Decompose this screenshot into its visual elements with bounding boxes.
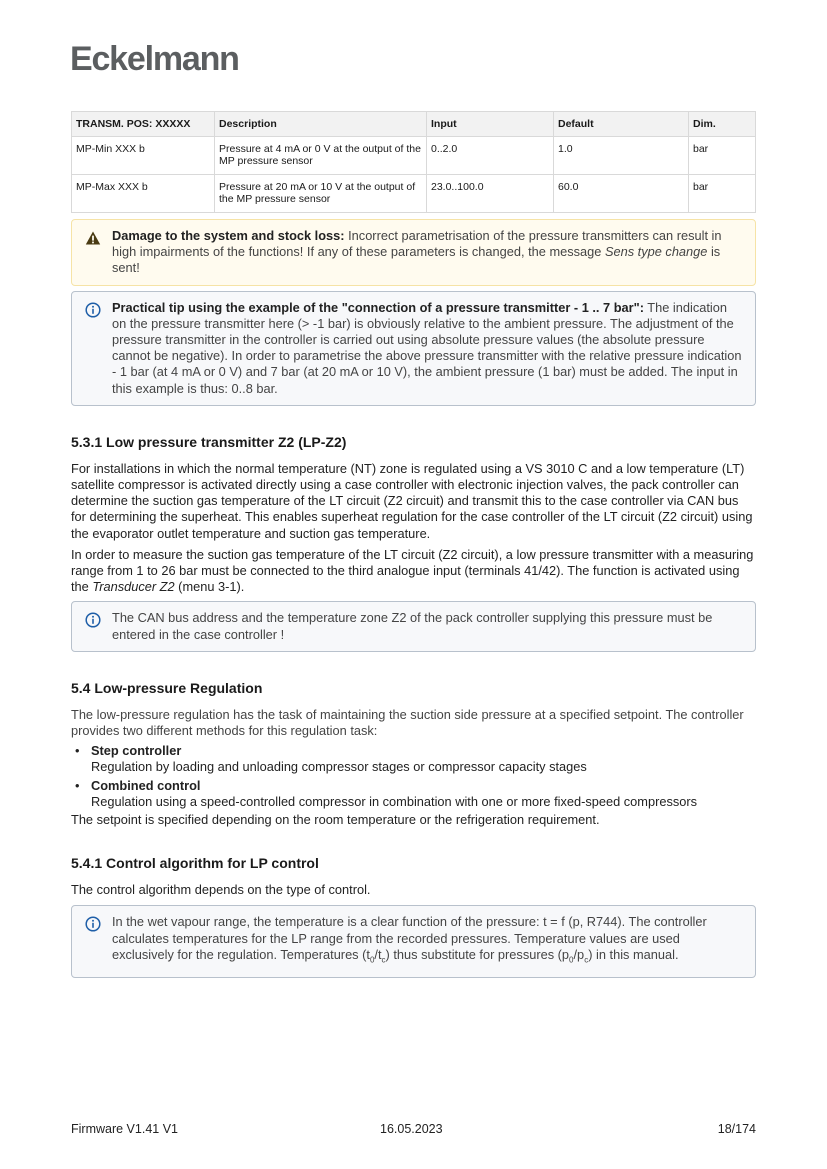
- warning-text-end: is sent!: [112, 244, 721, 276]
- paragraph: The control algorithm depends on the type of control.: [71, 882, 371, 898]
- page-content: [71, 111, 756, 978]
- note-callout: [71, 601, 756, 651]
- parameter-table: [71, 111, 756, 213]
- list-item-title: • Combined control: [91, 777, 201, 793]
- tip-callout: [71, 291, 756, 406]
- table-cell: MP-Min XXX b: [72, 137, 215, 175]
- note-callout: [71, 905, 756, 977]
- note-text: The CAN bus address and the temperature zone Z2 of the pack controller supplying this pressure must be entered in the case controller !: [112, 610, 713, 642]
- info-circle-icon: [85, 916, 101, 932]
- table-cell: Pressure at 20 mA or 10 V at the output of the MP pressure sensor: [215, 175, 427, 213]
- table-cell: 1.0: [554, 137, 689, 175]
- note-text: ) in this manual.: [588, 946, 679, 962]
- warning-message-name: Sens type change: [604, 244, 708, 260]
- warning-title: Damage to the system and stock loss:: [112, 228, 345, 243]
- section-heading-5-4-1: 5.4.1 Control algorithm for LP control: [71, 855, 319, 872]
- subscript: c: [381, 955, 386, 965]
- warning-callout: [71, 219, 756, 286]
- subscript: 0: [569, 955, 574, 965]
- column-header: TRANSM. POS: XXXXX: [72, 112, 215, 137]
- section-heading-5-4: 5.4 Low-pressure Regulation: [71, 679, 263, 696]
- page-number: 18/174: [717, 1122, 756, 1136]
- document-date: 16.05.2023: [380, 1122, 443, 1136]
- menu-reference: Transducer Z2: [92, 579, 175, 595]
- list-item-text: Regulation using a speed-controlled compressor in combination with one or more fixed-speed compressors: [91, 793, 698, 809]
- list-item-text: Regulation by loading and unloading compressor stages or compressor capacity stages: [91, 759, 587, 775]
- table-cell: 60.0: [554, 175, 689, 213]
- table-cell: 0..2.0: [427, 137, 554, 175]
- list-item-title: • Step controller: [91, 743, 182, 759]
- column-header: Default: [554, 112, 689, 137]
- table-row: [72, 175, 756, 213]
- info-circle-icon: [85, 302, 101, 318]
- table-cell: 23.0..100.0: [427, 175, 554, 213]
- column-header: Input: [427, 112, 554, 137]
- paragraph: The setpoint is specified depending on the room temperature or the refrigeration requirement.: [71, 812, 600, 828]
- warning-text: Incorrect parametrisation of the pressure transmitters can result in high impairments of the functions! If any of these parameters is changed, the message: [112, 228, 722, 260]
- note-text: In the wet vapour range, the temperature is a clear function of the pressure: t = f (p, R744). The controller calculates temperatures for the LP range from the recorded pressures. Temperature values are used exclusively for the regulation. Temperatures (t: [112, 914, 707, 962]
- info-circle-icon: [85, 612, 101, 628]
- subscript: c: [584, 955, 589, 965]
- paragraph: [71, 547, 756, 596]
- column-header: Description: [215, 112, 427, 137]
- paragraph: The low-pressure regulation has the task of maintaining the suction side pressure at a specified setpoint. The controller provides two different methods for this regulation task:: [71, 706, 744, 739]
- table-cell: bar: [689, 137, 756, 175]
- paragraph: For installations in which the normal temperature (NT) zone is regulated using a VS 3010 C and a low temperature (LT) satellite compressor is activated directly using a case controller with electronic injection valves, the pack controller can determine the suction gas temperature of the LT circuit (Z2 circuit) and transmit this to the case controller via CAN bus for determining the superheat. This enables superheat regulation for the case controller of the LT circuit (Z2 circuit) using the evaporator outlet temperature and suction gas temperature.: [71, 460, 753, 541]
- tip-title: Practical tip using the example of the "connection of a pressure transmitter - 1 .. 7 bar":: [112, 299, 644, 315]
- table-row: [72, 137, 756, 175]
- section-heading-5-3-1: 5.3.1 Low pressure transmitter Z2 (LP-Z2): [71, 433, 347, 450]
- company-logo: Eckelmann: [70, 40, 239, 78]
- warning-triangle-icon: [85, 230, 101, 246]
- tip-text: The indication on the pressure transmitter here (> -1 bar) is obviously relative to the ambient pressure. The adjustment of the pressure transmitter in the controller is carried out using absolute pressure values (the absolute pressure cannot be negative). In order to parametrise the above pressure transmitter with the relative pressure indication - 1 bar (at 4 mA or 0 V) and 7 bar (at 20 mA or 10 V), the ambient pressure (1 bar) must be added. The input in this example is thus: 0..8 bar.: [112, 299, 742, 396]
- method-list: [71, 743, 756, 810]
- note-text: ) thus substitute for pressures (p: [385, 946, 570, 962]
- table-cell: MP-Max XXX b: [72, 175, 215, 213]
- column-header: Dim.: [689, 112, 756, 137]
- list-item: [71, 743, 756, 775]
- note-text: /t: [374, 946, 382, 962]
- list-item: [71, 778, 756, 810]
- table-cell: bar: [689, 175, 756, 213]
- subscript: 0: [369, 955, 375, 965]
- paragraph-text: (menu 3-1).: [174, 579, 245, 595]
- note-text: /p: [573, 946, 585, 962]
- firmware-version: Firmware V1.41 V1: [71, 1122, 178, 1136]
- table-header-row: [72, 112, 756, 137]
- table-cell: Pressure at 4 mA or 0 V at the output of the MP pressure sensor: [215, 137, 427, 175]
- paragraph-text: In order to measure the suction gas temperature of the LT circuit (Z2 circuit), a low pressure transmitter with a measuring range from 1 to 26 bar must be connected to the third analogue input (terminals 41/42). The function is activated using the: [71, 546, 754, 595]
